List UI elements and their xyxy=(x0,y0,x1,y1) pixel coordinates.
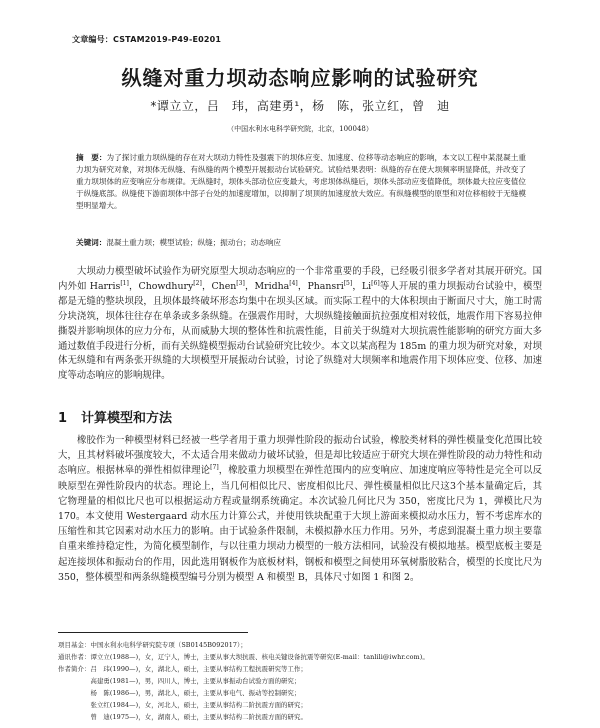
section-title: 计算模型和方法 xyxy=(81,411,173,426)
method-text: 橡胶作为一种模型材料已经被一些学者用于重力坝弹性阶段的振动台试验，橡胶类材料的弹性模量变化范围比较大，且其材料破坏强度较大，不太适合用来做动力破坏试验，但是却比较适应于研究大坝在弹性阶段的动力特性和动态响应。根据林皋的弹性相似律理论 xyxy=(58,435,542,477)
section-number: 1 xyxy=(58,411,68,426)
intro-text: 大坝动力模型破坏试验作为研究原型大坝动态响应的一个非常重要的手段，已经吸引很多学者对其展开研究。国内外如 Harris xyxy=(58,266,542,292)
citation: [7] xyxy=(210,464,219,472)
affiliation: （中国水利水电科学研究院，北京，100048） xyxy=(227,125,373,133)
intro-text: 等人开展的重力坝振动台试验中，模型都是无缝的整块坝段，且坝体最终破坏形态均集中在坝头区域。而实际工程中的大体积坝由于断面尺寸大，施工时需分块浇筑，坝体往往存在单条或多条纵缝。在强震作用时，大坝纵缝接触面抗拉强度相对较低，地震作用下容易拉伸撕裂并影响坝体的应力分布，从而威胁大坝的整体性和抗震性能，目前关于纵缝对大坝抗震性能影响的研究方面大多通过数值手段进行分析，而有关纵缝模型振动台试验研究比较少。本文以某高程为 185m 的重力坝为研究对象，对坝体无纵缝和有两条张开纵缝的大坝模型开展振动台试验，讨论了纵缝对大坝频率和地震作用下坝体应变、位移、加速度等动态响应的影响规律。 xyxy=(58,280,542,382)
citation: [2] xyxy=(193,279,202,287)
intro-paragraph xyxy=(58,265,542,384)
keywords xyxy=(76,237,526,248)
keywords-label: 关键词： xyxy=(76,238,107,247)
citation: [4] xyxy=(289,279,298,287)
citation: [3] xyxy=(236,279,245,287)
footnote-line: 作者简介：吕 玮(1990—)，女，湖北人，硕士，主要从事结构工程抗震研究等工作； xyxy=(58,665,308,673)
intro-text: ，Phansri xyxy=(297,280,344,292)
footnote-line: 杨 陈(1986—)，男，湖北人，硕士，主要从事电气、振动等控制研究； xyxy=(58,689,301,697)
method-text: ，橡胶重力坝模型在弹性范围内的应变响应、加速度响应等特性是完全可以反映原型在弹性阶段内的状态。理论上，当几何相似比尺、密度相似比尺、弹性模量相似比尺这3个基本量确定后，其它物理量的相似比尺也可以根据运动方程或量纲系统确定。本次试验几何比尺为 350，密度比尺为 1，弹模比尺为 170。本文使用 Westergaard 动水压力计算公式，并使用铁块配重于大坝上游面来模拟动水压力，暂不考虑库水的压缩性和其它因素对动水压力的影响。由于试验条件限制，未模拟静水压力作用。另外，考虑到混凝土重力坝主要靠自重来维持稳定性，为简化模型制作，与以往重力坝动力模型的一般方法相同，试验没有模拟地基。模型底板主要是起连接坝体和振动台的作用，因此选用钢板作为底板材料，钢板和模型之间使用环氧树脂胶粘合，模型的长度比尺为 350，整体模型和两条纵缝模型编号分别为模型 A 和模型 B，具体尺寸如图 1 和图 2。 xyxy=(58,465,542,583)
intro-text: ，Li xyxy=(352,280,372,292)
footnote-line: 通讯作者：谭立立(1988—)，女，辽宁人，博士，主要从事大坝抗震、核电关键设备抗震等研究(E-mail：tanlili@iwhr.com)。 xyxy=(58,653,429,661)
article-number: 文章编号：CSTAM2019-P49-E0201 xyxy=(72,35,222,44)
footnote-line: 曾 迪(1975—)，女，湖南人，硕士，主要从事结构二阶抗震方面的研究。 xyxy=(58,713,308,721)
abstract-label: 摘 要： xyxy=(76,153,107,162)
citation: [6] xyxy=(371,279,380,287)
citation: [1] xyxy=(120,279,129,287)
footnote-line: 项目基金：中国水利水电科学研究院专项（SB0145B092017）； xyxy=(58,641,247,649)
keywords-text: 混凝土重力坝；模型试验；纵缝；振动台；动态响应 xyxy=(106,238,282,247)
method-paragraph xyxy=(58,433,542,585)
paper-title: 纵缝对重力坝动态响应影响的试验研究 xyxy=(121,66,479,90)
abstract xyxy=(76,152,526,212)
section-heading xyxy=(58,407,172,426)
intro-text: ，Chen xyxy=(201,280,237,292)
footnote-line: 张立红(1984—)，女，河北人，硕士，主要从事结构二阶抗震方面的研究； xyxy=(58,701,308,709)
intro-text: ，Mridha xyxy=(244,280,290,292)
citation: [5] xyxy=(343,279,353,287)
abstract-text: 为了探讨重力坝纵缝的存在对大坝动力特性及强震下的坝体应变、加速度、位移等动态响应的影响，本文以工程中某混凝土重力坝为研究对象，对坝体无纵缝、有纵缝的两个模型开展振动台试验研究。试验结果表明：纵缝的存在使大坝频率明显降低，并改变了重力坝坝体的应变响应分布规律。无纵缝时，坝体头部动位应变最大，考虑坝体纵缝后，坝体头部动应变值降低，坝体最大拉应变值位于纵缝底部。纵缝使下游面坝体中部子台处的加速度增加，以抑制了坝顶的加速度放大效应。有纵缝模型的原型和对位移相较于无缝模型明显增大。 xyxy=(76,153,526,210)
author-list: *谭立立，吕 玮，高建勇¹，杨 陈，张立红，曾 迪 xyxy=(150,99,450,113)
intro-text: ，Chowdhury xyxy=(128,280,194,292)
footnote-divider xyxy=(58,632,248,633)
footnote-line: 高建勇(1981—)，男，四川人，博士，主要从事振动台试验方面的研究； xyxy=(58,677,301,685)
